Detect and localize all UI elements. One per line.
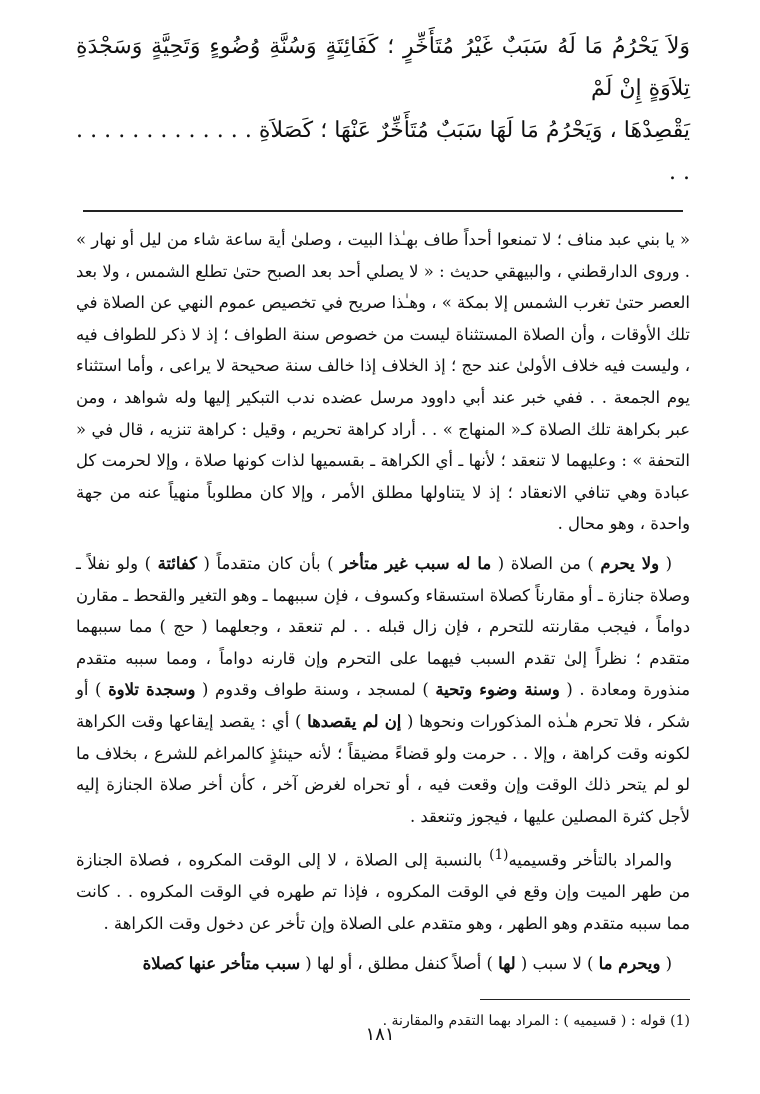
matn-text bbox=[76, 26, 690, 194]
quoted-matn: وسنة وضوء وتحية bbox=[435, 680, 560, 700]
matn-line-2 bbox=[76, 110, 690, 194]
commentary bbox=[76, 224, 690, 979]
quoted-matn: وسجدة تلاوة bbox=[108, 680, 196, 700]
commentary-text: ) أو شكر ، فلا تحرم هـٰذه المذكورات ونحوها ( bbox=[76, 680, 690, 731]
quoted-matn: إن لم يقصدها bbox=[307, 711, 402, 731]
quoted-matn: ولا يحرم bbox=[600, 553, 660, 573]
commentary-text: ) لا سبب ( bbox=[520, 953, 594, 973]
paren: ( bbox=[665, 553, 673, 573]
commentary-text: ) أصلاً كنفل مطلق ، أو لها ( bbox=[305, 953, 493, 973]
footnote: (1) قوله : ( قسيميه ) : المراد بهما التقدم والمقارنة . bbox=[382, 1013, 690, 1030]
commentary-text: ) بأن كان متقدماً ( bbox=[203, 553, 334, 573]
commentary-paragraph-2 bbox=[76, 548, 690, 832]
matn-dots: . . . . . . . . . . . . . . . bbox=[76, 118, 690, 185]
commentary-paragraph-1: « يا بني عبد مناف ؛ لا تمنعوا أحداً طاف بهـٰذا البيت ، وصلىٰ أية ساعة شاء من ليل أو نهار » . وروى الدارقطني ، والبيهقي حديث : « لا يصلي أحد بعد الصبح حتىٰ تطلع الشمس ، ولا بعد العصر حتىٰ تغرب الشمس إلا بمكة » ، وهـٰذا صريح في تخصيص عموم النهي عن الصلاة في تلك الأوقات ، وأن الصلاة المستثناة ليست من خصوص سنة الطواف ؛ إذ لا ذكر للطواف فيه ، وليست فيه خلاف الأولىٰ عند حج ؛ إذ الخلاف إذا خالف سنة صحيحة لا يراعى ، وأما استثناء يوم الجمعة . . ففي خبر عند أبي داوود مرسل عضده ندب التبكير إليها وله شواهد ، ومن عبر بكراهة تلك الصلاة كـ« المنهاج » . . أراد كراهة تحريم ، وقيل : كراهة تنزيه ، قال في « التحفة » : وعليهما لا تنعقد ؛ لأنها ـ أي الكراهة ـ بقسميها لذات كونها صلاة ، وإلا لحرمت كل عبادة وهي تنافي الانعقاد ؛ إذ لا يتناولها مطلق الأمر ، وإلا كان مطلوباً منهياً عنه من جهة واحدة ، وهو محال . bbox=[76, 230, 691, 534]
quoted-matn: لها bbox=[498, 953, 516, 973]
commentary-text: ) ولو نفلاً ـ وصلاة جنازة ـ أو مقارناً كصلاة استسقاء وكسوف ، فإن سببهما ـ وهو التغير والقحط ـ مقارن دواماً ، فيجب مقارنته للتحرم ، فإن زال قبله . . لم تنعقد ، وجعلهما ( حج ) مما سببهما متقدم ؛ نظراً إلىٰ تقدم السبب فيهما على التحرم وإن قارنه دواماً ، ومما سببه متقدم منذورة ومعادة . ( bbox=[76, 553, 690, 700]
commentary-paragraph-3 bbox=[76, 840, 690, 939]
matn-line-1: وَلاَ يَحْرُمُ مَا لَهُ سَبَبٌ غَيْرُ مُتَأَخِّرٍ ؛ كَفَائِتَةٍ وَسُنَّةِ وُضُوءٍ وَتَحِيَّةٍ وَسَجْدَةِ تِلاَوَةٍ إِنْ لَمْ bbox=[76, 34, 690, 101]
footnote-marker[interactable]: (1) bbox=[489, 847, 509, 864]
matn-line-2-text: يَقْصِدْهَا ، وَيَحْرُمُ مَا لَهَا سَبَبٌ مُتَأَخِّرٌ عَنْهَا ؛ كَصَلاَةِ bbox=[258, 118, 690, 143]
matn-separator bbox=[83, 210, 683, 212]
quoted-matn: كفائتة bbox=[157, 553, 197, 573]
quoted-matn: ما له سبب غير متأخر bbox=[340, 553, 492, 573]
quoted-matn: سبب متأخر عنها كصلاة bbox=[142, 953, 301, 973]
commentary-text: بالنسبة إلى الصلاة ، لا إلى الوقت المكروه ، فصلاة الجنازة من طهر الميت وإن وقع في الوقت المكروه ، فإذا تم طهره في الوقت المكروه . . كانت مما سببه متقدم وهو الطهر ، وهو متقدم على الصلاة وإن تأخر عن دخول وقت الكراهة . bbox=[76, 850, 690, 933]
commentary-paragraph-4 bbox=[76, 948, 690, 980]
footnote-separator bbox=[480, 999, 690, 1000]
commentary-text: والمراد بالتأخر وقسيميه bbox=[508, 850, 672, 870]
paren: ( bbox=[665, 953, 672, 973]
commentary-text: ) لمسجد ، وسنة طواف وقدوم ( bbox=[202, 680, 429, 700]
quoted-matn: ويحرم ما bbox=[598, 953, 661, 973]
commentary-text: ) أي : يقصد إيقاعها وقت الكراهة لكونه وقت كراهة ، وإلا . . حرمت ولو قضاءً مضيقاً ؛ لأنه حينئذٍ كالمراغم للشرع ، بخلاف ما لو لم يتحر ذلك الوقت وإن وقعت فيه ، أو تحراه لغرض آخر ، كأن أخر صلاة الجنازة إليه لأجل كثرة المصلين عليها ، فيجوز وتنعقد . bbox=[76, 711, 690, 826]
commentary-text: ) من الصلاة ( bbox=[497, 553, 594, 573]
page-number: ١٨١ bbox=[365, 1024, 395, 1045]
